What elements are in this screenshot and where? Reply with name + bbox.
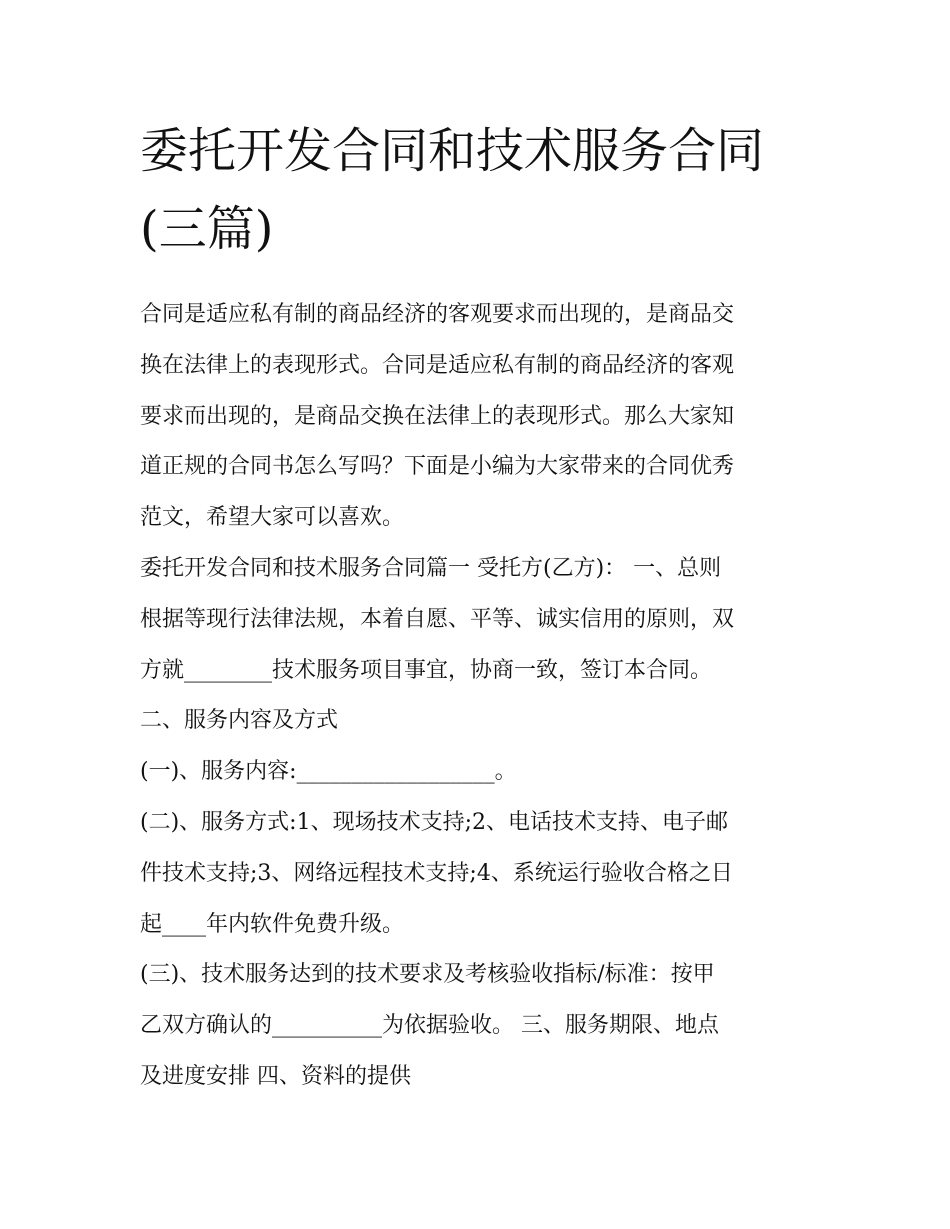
body-line: 合同是适应私有制的商品经济的客观要求而出现的，是商品交 [140, 302, 735, 327]
document-page [140, 112, 816, 1103]
body-line: 件技术支持;3、网络远程技术支持;4、系统运行验收合格之日 [140, 860, 733, 886]
body-line: 乙双方确认的__________为依据验收。 三、服务期限、地点 [140, 1013, 719, 1039]
body-line: (二)、服务方式:1、现场技术支持;2、电话技术支持、电子邮 [140, 809, 728, 835]
body-line: 及进度安排 四、资料的提供 [140, 1063, 411, 1089]
document-title [140, 112, 816, 268]
body-line: (三)、技术服务达到的技术要求及考核验收指标/标准：按甲 [140, 962, 715, 988]
body-line: 根据等现行法律法规，本着自愿、平等、诚实信用的原则，双 [140, 606, 735, 632]
body-line: 换在法律上的表现形式。合同是适应私有制的商品经济的客观 [140, 352, 735, 378]
body-line: (一)、服务内容:__________________。 [140, 759, 517, 785]
body-line: 方就________技术服务项目事宜，协商一致，签订本合同。 [140, 657, 713, 683]
title-line: 委托开发合同和技术服务合同 [140, 123, 765, 179]
body-line: 起____年内软件免费升级。 [140, 911, 405, 937]
title-line: (三篇) [140, 201, 274, 257]
body-line: 要求而出现的，是商品交换在法律上的表现形式。那么大家知 [140, 403, 735, 429]
document-body [140, 290, 816, 1103]
body-line: 二、服务内容及方式 [140, 708, 339, 734]
body-line: 道正规的合同书怎么写吗？下面是小编为大家带来的合同优秀 [140, 454, 735, 480]
body-line: 范文，希望大家可以喜欢。 [140, 505, 405, 531]
body-line: 委托开发合同和技术服务合同篇一 受托方(乙方)： 一、总则 [140, 555, 722, 581]
